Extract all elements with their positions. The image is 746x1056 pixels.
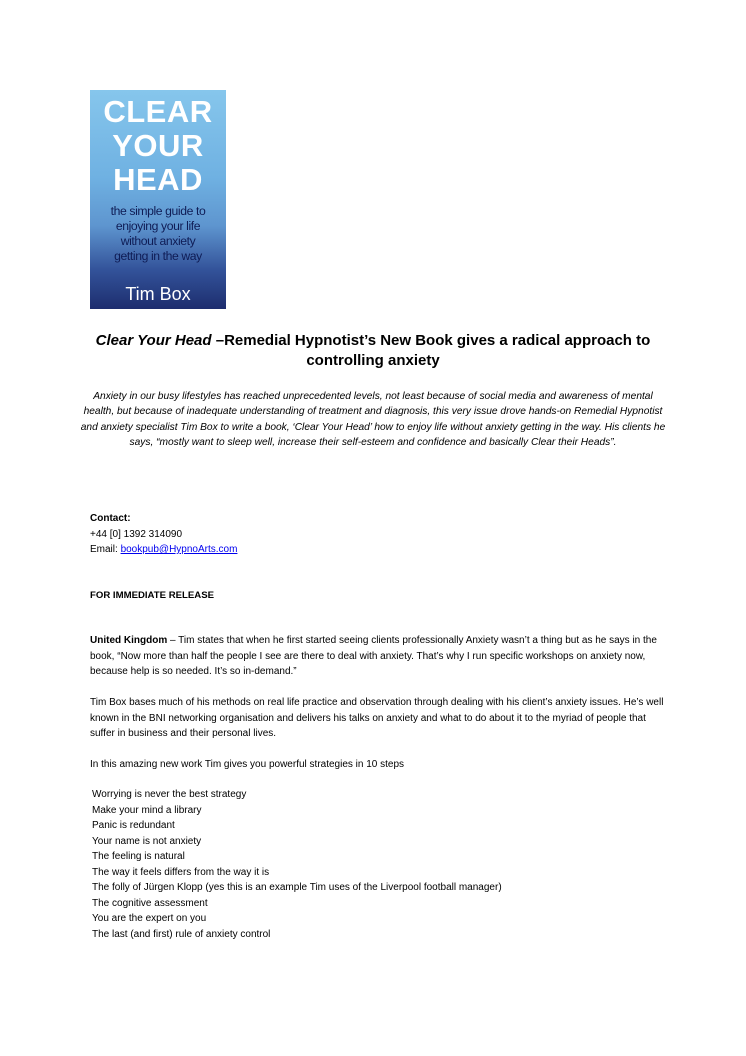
book-cover [90, 90, 226, 309]
cover-subtitle-line: the simple guide to [110, 204, 206, 218]
list-item: The cognitive assessment [92, 897, 208, 909]
paragraph-methods: Tim Box bases much of his methods on real life practice and observation through dealing with his client’s anxiety issues. He’s well known in the BNI networking organisation and delivers his talks on anxiety and what to do about it to the myriad of people that suffer in business and their personal lives. [90, 697, 664, 739]
contact-email-line [90, 542, 670, 558]
contact-label: Contact: [90, 513, 131, 524]
list-item: Make your mind a library [92, 804, 202, 816]
cover-subtitle-line: getting in the way [114, 249, 202, 263]
contact-phone: +44 [0] 1392 314090 [90, 528, 183, 540]
intro-paragraph: Anxiety in our busy lifestyles has reached unprecedented levels, not least because of social media and awareness of mental health, but because of inadequate understanding of treatment and diagnosis, this very issue drove hands-on Remedial Hypnotist and anxiety specialist Tim Box to write a book, ‘Clear Your Head’ how to enjoy life without anxiety getting in the way. His clients he says, “mostly want to sleep well, increase their self-esteem and confidence and basically Clear their Heads”. [80, 391, 666, 448]
headline-book-title: Clear Your Head [95, 332, 212, 349]
cover-title-line: YOUR [112, 128, 204, 163]
list-item: Your name is not anxiety [92, 835, 202, 847]
cover-subtitle-line: enjoying your life [115, 219, 201, 233]
headline-text: –Remedial Hypnotist’s New Book gives a radical approach to controlling anxiety [211, 332, 651, 369]
contact-email-link[interactable]: bookpub@HypnoArts.com [120, 544, 238, 555]
list-item: The way it feels differs from the way it is [92, 866, 270, 878]
paragraph-steps-intro: In this amazing new work Tim gives you powerful strategies in 10 steps [90, 759, 405, 770]
headline [60, 331, 686, 371]
list-item: The feeling is natural [92, 851, 185, 862]
list-item: Panic is redundant [92, 820, 175, 831]
list-item: You are the expert on you [92, 913, 207, 924]
paragraph-text: – Tim states that when he first started seeing clients professionally Anxiety wasn’t a thing but as he says in the book, “Now more than half the people I see are there to deal with anxiety. That’s why I run specific workshops on anxiety now, because help is so needed. It’s so in-demand.” [90, 635, 657, 677]
book-cover-subtitle [90, 204, 226, 264]
release-label: FOR IMMEDIATE RELEASE [90, 590, 215, 601]
cover-title-line: HEAD [113, 162, 203, 197]
book-cover-author: Tim Box [125, 284, 191, 304]
paragraph-united-kingdom [90, 633, 670, 680]
cover-title-line: CLEAR [103, 94, 213, 129]
list-item: Worrying is never the best strategy [92, 789, 247, 800]
book-cover-title [90, 95, 226, 197]
list-item: The last (and first) rule of anxiety control [92, 928, 271, 940]
steps-list [92, 787, 672, 942]
contact-block [90, 511, 670, 558]
contact-email-label: Email: [90, 544, 121, 555]
list-item: The folly of Jürgen Klopp (yes this is an example Tim uses of the Liverpool football manager) [92, 882, 502, 893]
paragraph-lead: United Kingdom [90, 635, 168, 646]
cover-subtitle-line: without anxiety [120, 234, 196, 248]
